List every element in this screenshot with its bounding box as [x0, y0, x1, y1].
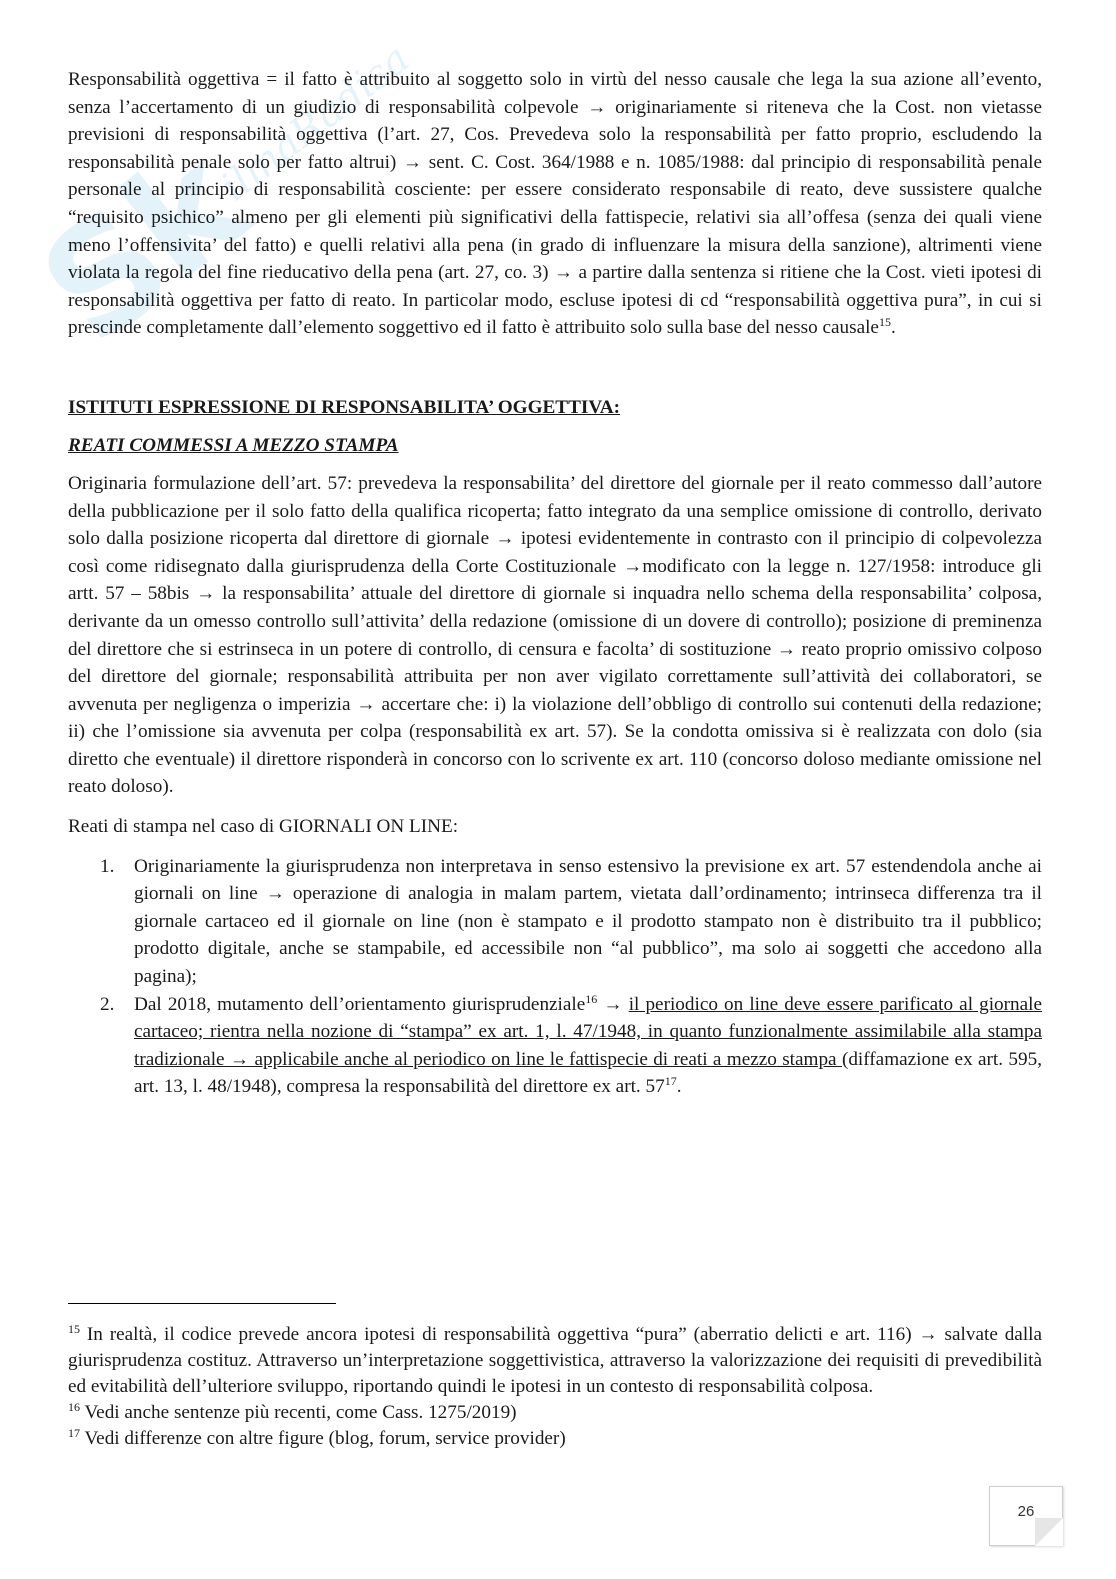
- footnote-17: [68, 1426, 1042, 1452]
- list-number: 1.: [100, 855, 115, 877]
- list-number: 2.: [100, 993, 115, 1015]
- section-heading: ISTITUTI ESPRESSIONE DI RESPONSABILITA’ OGGETTIVA:: [68, 396, 620, 418]
- page-curl-icon: [1035, 1518, 1063, 1546]
- footnotes: [68, 1322, 1042, 1452]
- footnote-number: 16: [68, 1400, 80, 1414]
- underlined-text: il periodico on line deve essere parificato al giornale cartaceo; rientra nella nozione di “stampa” ex art. 1, l. 47/1948, in quanto funzionalmente assimilabile alla stampa tradizionale → applicabile anche al periodico on line le fattispecie di reati a mezzo stampa: [134, 993, 1043, 1070]
- footnote-15: [68, 1322, 1042, 1400]
- list-item: [68, 991, 1042, 1101]
- paragraph-responsabilita-oggettiva: [68, 66, 1042, 342]
- paragraph-giornali-online: Reati di stampa nel caso di GIORNALI ON LINE:: [68, 816, 459, 838]
- page-number-box: [989, 1486, 1063, 1546]
- footnote-number: 17: [68, 1426, 80, 1440]
- arrow-text: →: [597, 993, 629, 1015]
- paragraph-text: Responsabilità oggettiva = il fatto è attribuito al soggetto solo in virtù del nesso causale che lega la sua azione all’evento, senza l’accertamento di un giudizio di responsabilità colpevole → originariamente si riteneva che la Cost. non vietasse previsioni di responsabilità oggettiva (l’art. 27, Cos. Prevedeva solo la responsabilità per fatto proprio, escludendo la responsabilità penale solo per fatto altrui) → sent. C. Cost. 364/1988 e n. 1085/1988: dal principio di responsabilità penale personale al principio di responsabilità cosciente: per essere considerato responsabile di reato, deve sussistere qualche “requisito psichico” almeno per gli elementi più significativi della fattispecie, relativi sia all’offesa (senza dei quali viene meno l’offensivita’ del fatto) e quelli relativi alla pena (in grado di influenzare la misura della sanzione), altrimenti viene violata la regola del fine rieducativo della pena (art. 27, co. 3) → a partire dalla sentenza si ritiene che la Cost. vieti ipotesi di responsabilità oggettiva per fatto di reato. In particolar modo, escluse ipotesi di cd “responsabilità oggettiva pura”, in cui si prescinde completamente dall’elemento soggettivo ed il fatto è attribuito solo sulla base del nesso causale: [68, 69, 1042, 339]
- footnote-text: Vedi anche sentenze più recenti, come Cass. 1275/2019): [80, 1402, 517, 1423]
- list-item-text-rest: (diffamazione ex art. 595, art. 13, l. 48/1948), compresa la responsabilità del direttore ex art. 57: [134, 1048, 1042, 1098]
- footnote-ref-15[interactable]: 15: [878, 315, 891, 330]
- footnote-text: Vedi differenze con altre figure (blog, forum, service provider): [80, 1428, 566, 1449]
- footnote-16: [68, 1400, 1042, 1426]
- list-item-end: .: [676, 1076, 682, 1098]
- page-body: [68, 66, 1042, 1101]
- paragraph-end: .: [890, 317, 896, 339]
- paragraph-art-57: Originaria formulazione dell’art. 57: prevedeva la responsabilita’ del direttore del giornale per il reato commesso dall’autore della pubblicazione per il solo fatto della qualifica ricoperta; fatto integrato da una semplice omissione di controllo, derivato solo dalla posizione ricoperta dal direttore di giornale → ipotesi evidentemente in contrasto con il principio di colpevolezza così come ridisegnato dalla giurisprudenza della Corte Costituzionale →modificato con la legge n. 127/1958: introduce gli artt. 57 – 58bis → la responsabilita’ attuale del direttore di giornale si inquadra nello schema della responsabilita’ colposa, derivante da un omesso controllo sull’attivita’ della redazione (omissione di un dovere di controllo); posizione di preminenza del direttore che si estrinseca in un potere di controllo, di censura e facolta’ di sostituzione → reato proprio omissivo colposo del direttore del giornale; responsabilità attribuita per non aver vigilato correttamente sull’attività dei collaboratori, se avvenuta per negligenza o imperizia → accertare che: i) la violazione dell’obbligo di controllo sui contenuti della redazione; ii) che l’omissione sia avvenuta per colpa (responsabilità ex art. 57). Se la condotta omissiva si è realizzata con dolo (sia diretto che eventuale) il direttore risponderà in concorso con lo scrivente ex art. 110 (concorso doloso mediante omissione nel reato doloso).: [68, 472, 1042, 798]
- footnote-ref-16[interactable]: 16: [585, 991, 598, 1006]
- footnote-ref-17[interactable]: 17: [664, 1074, 677, 1089]
- footnote-text: In realtà, il codice prevede ancora ipotesi di responsabilità oggettiva “pura” (aberratio delicti e art. 116) → salvate dalla giurisprudenza costituz. Attraverso un’interpretazione soggettivistica, attraverso la valorizzazione dei requisiti di prevedibilità ed evitabilità dell’ulteriore sviluppo, riportando quindi le ipotesi in un contesto di responsabilità colposa.: [68, 1324, 1042, 1397]
- footnote-separator: [68, 1303, 336, 1304]
- watermark-text: ilmaRadisa: [212, 35, 419, 211]
- watermark-mark: Sk: [10, 117, 276, 378]
- footnote-number: 15: [68, 1322, 80, 1336]
- list-item: [68, 853, 1042, 991]
- numbered-list: [68, 853, 1042, 1101]
- list-item-text: Originariamente la giurisprudenza non interpretava in senso estensivo la previsione ex art. 57 estendendola anche ai giornali on line → operazione di analogia in malam partem, vietata dall’ordinamento; intrinseca differenza tra il giornale cartaceo ed il giornale on line (non è stampato e il prodotto stampato non è distribuito tra il pubblico; prodotto digitale, anche se stampabile, ed accessibile non “al pubblico”, ma solo ai soggetti che accedono alla pagina);: [134, 855, 1042, 988]
- page-number: 26: [1017, 1503, 1035, 1520]
- list-item-text: Dal 2018, mutamento dell’orientamento giurisprudenziale: [134, 993, 586, 1015]
- subsection-heading: REATI COMMESSI A MEZZO STAMPA: [68, 434, 399, 456]
